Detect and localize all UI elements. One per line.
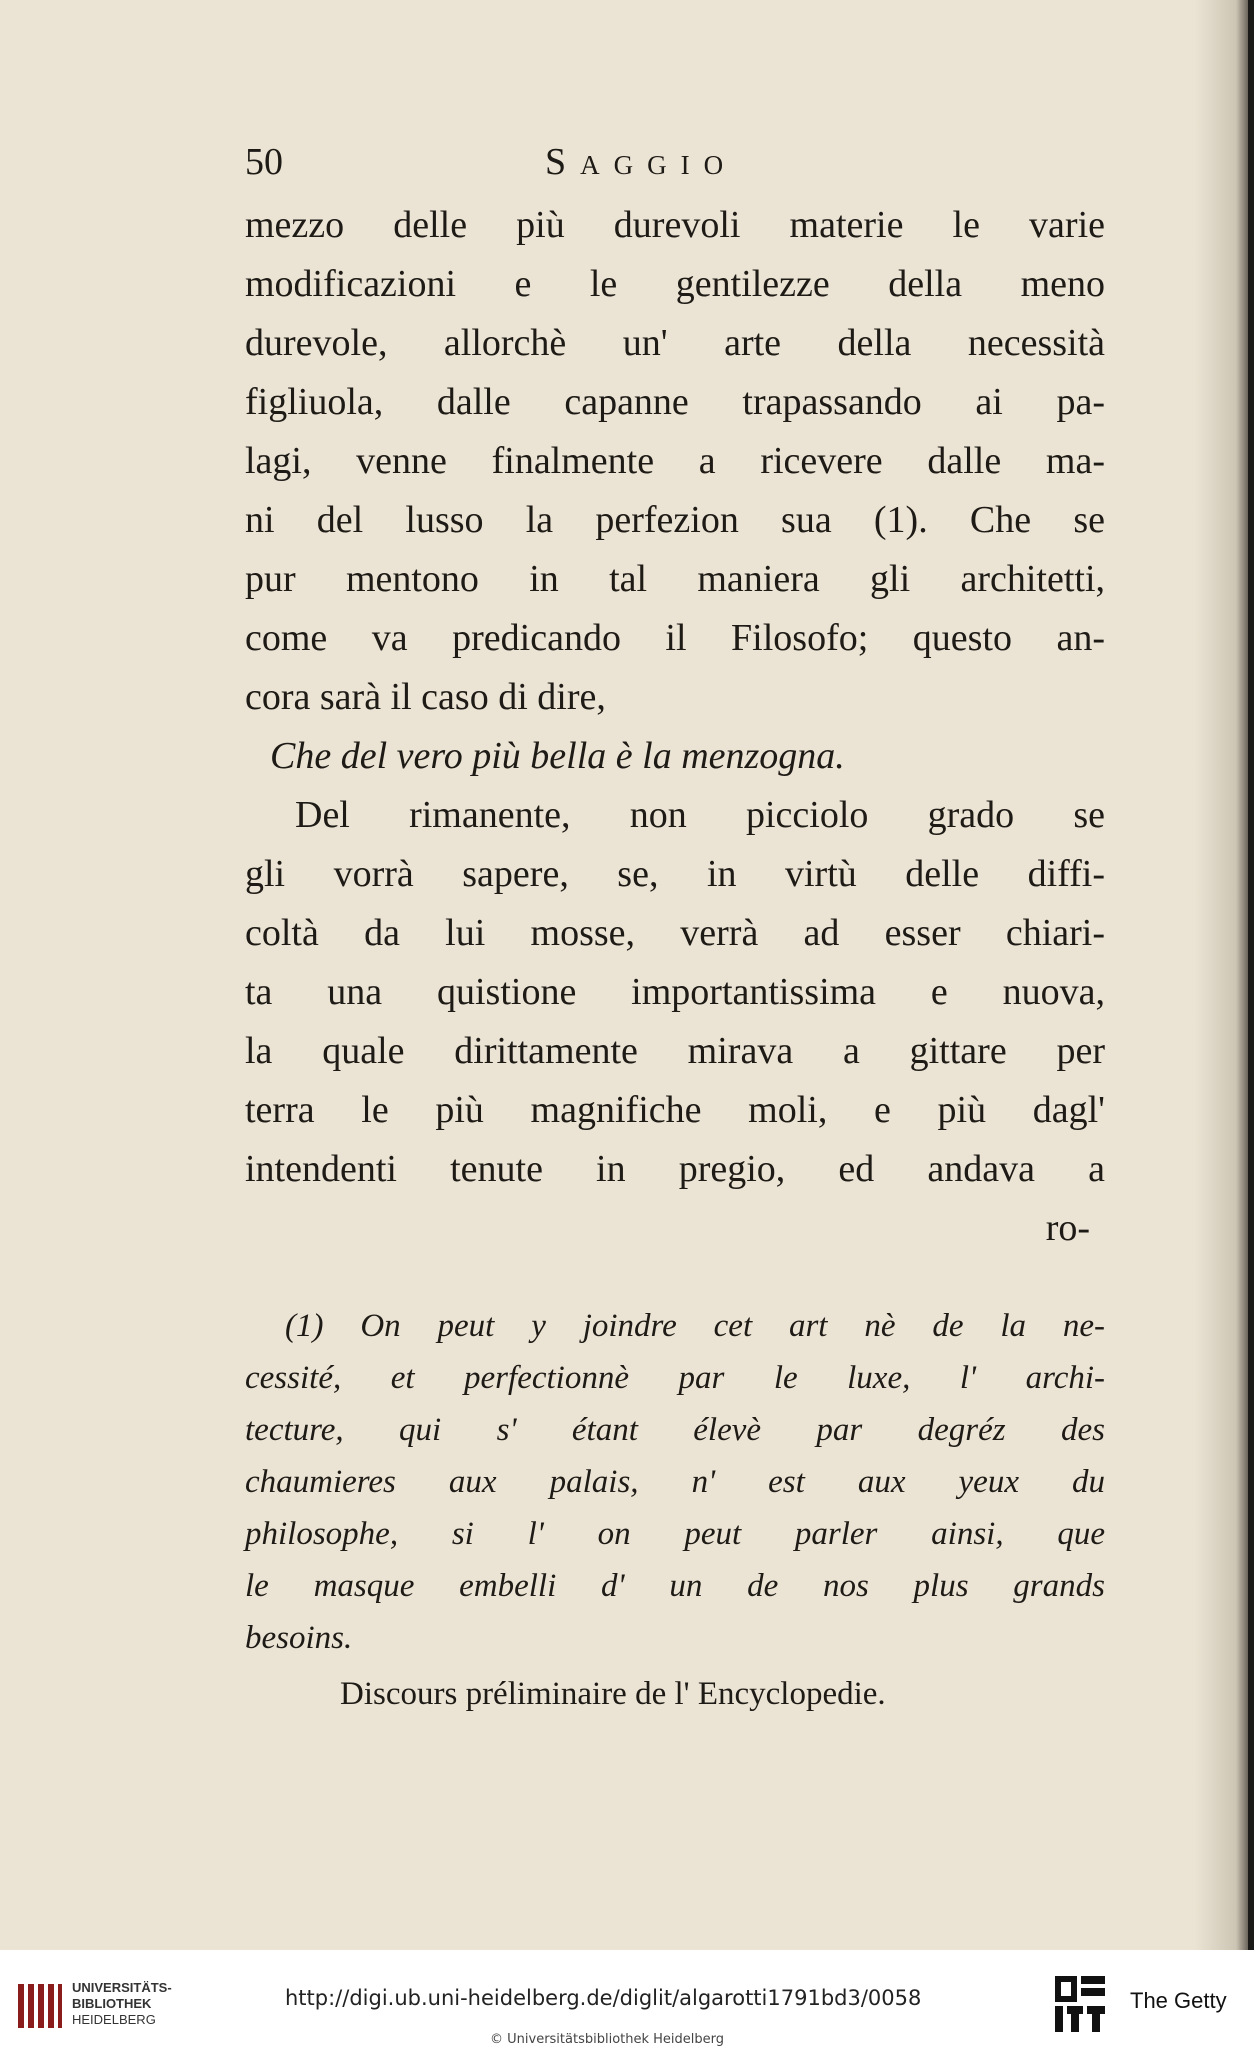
body-line: intendenti tenute in pregio, ed andava a: [245, 1148, 1105, 1190]
copyright-notice: © Universitätsbibliothek Heidelberg: [490, 2032, 725, 2047]
library-name-line: HEIDELBERG: [72, 2012, 156, 2027]
paragraph-1: [245, 196, 1105, 727]
body-line: figliuola, dalle capanne trapassando ai pa-: [245, 381, 1105, 423]
viewer-footer: [0, 1950, 1254, 2064]
page-edge: [1248, 0, 1254, 1950]
page-gutter-shadow: [1194, 0, 1254, 1950]
running-head: [245, 140, 1105, 196]
university-library-logo-icon: [14, 1980, 64, 2032]
body-line: ta una quistione importantissima e nuova,: [245, 971, 1105, 1013]
page-number: 50: [245, 141, 283, 183]
partner-name: The Getty: [1130, 1988, 1227, 2013]
body-line: modificazioni e le gentilezze della meno: [245, 263, 1105, 305]
body-line: terra le più magnifiche moli, e più dagl': [245, 1089, 1105, 1131]
footnote-line: chaumieres aux palais, n' est aux yeux du: [245, 1464, 1105, 1500]
footnote-line: besoins.: [245, 1620, 353, 1656]
body-line: lagi, venne finalmente a ricevere dalle ma-: [245, 440, 1105, 482]
body-line: durevole, allorchè un' arte della necessità: [245, 322, 1105, 364]
catchword: ro-: [1045, 1207, 1090, 1249]
library-name-line: UNIVERSITÄTS-: [72, 1980, 172, 1995]
body-line: Del rimanente, non picciolo grado se: [295, 794, 1105, 836]
body-line: la quale dirittamente mirava a gittare per: [245, 1030, 1105, 1072]
library-name-line: BIBLIOTHEK: [72, 1996, 152, 2011]
footnote-source: Discours préliminaire de l' Encyclopedie.: [340, 1676, 886, 1712]
footnote-line: philosophe, si l' on peut parler ainsi, que: [245, 1516, 1105, 1552]
body-line: come va predicando il Filosofo; questo an-: [245, 617, 1105, 659]
body-line: ni del lusso la perfezion sua (1). Che se: [245, 499, 1105, 541]
getty-logo-icon: [1053, 1974, 1107, 2034]
footnote-line: tecture, qui s' étant élevè par degréz des: [245, 1412, 1105, 1448]
running-title: Saggio: [545, 141, 738, 183]
page-url-link[interactable]: http://digi.ub.uni-heidelberg.de/diglit/algarotti1791bd3/0058: [285, 1986, 922, 2010]
body-line: pur mentono in tal maniera gli architetti,: [245, 558, 1105, 600]
university-library-name: [72, 1980, 172, 2028]
body-line: mezzo delle più durevoli materie le varie: [245, 204, 1105, 246]
body-line: cora sarà il caso di dire,: [245, 676, 606, 718]
footnote-line: cessité, et perfectionnè par le luxe, l' archi-: [245, 1360, 1105, 1396]
footnote-line: (1) On peut y joindre cet art nè de la ne-: [285, 1308, 1105, 1344]
body-line: gli vorrà sapere, se, in virtù delle diffi-: [245, 853, 1105, 895]
paragraph-2: [245, 786, 1105, 1258]
footnote-line: le masque embelli d' un de nos plus grands: [245, 1568, 1105, 1604]
verse-quote: Che del vero più bella è la menzogna.: [270, 735, 845, 777]
body-line: coltà da lui mosse, verrà ad esser chiari-: [245, 912, 1105, 954]
footnote: [245, 1300, 1105, 1720]
page-text: [245, 140, 1105, 1720]
